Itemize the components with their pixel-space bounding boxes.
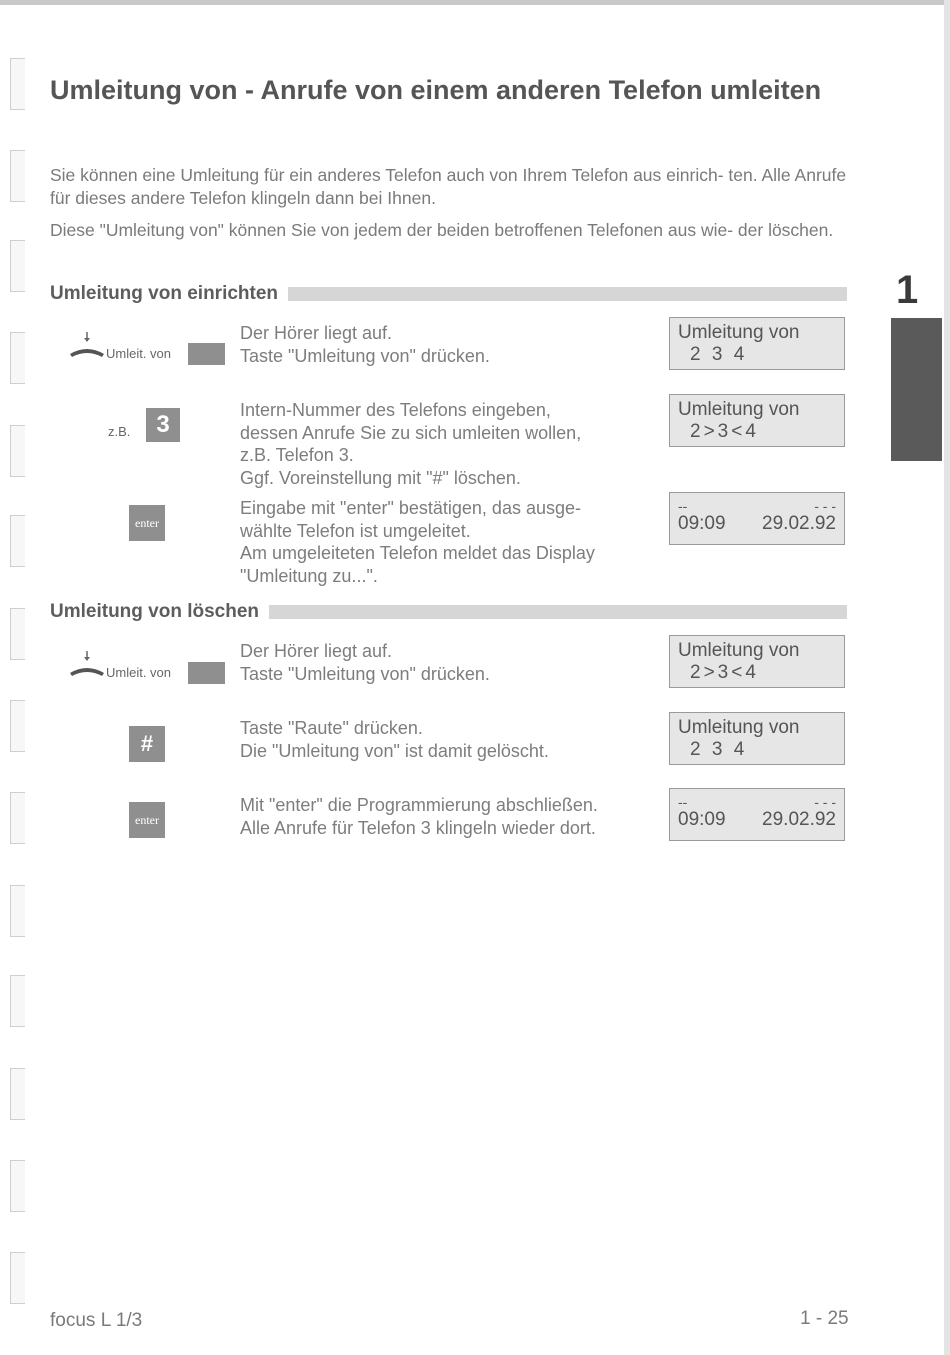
lcd-line-1 xyxy=(678,795,836,809)
step-text xyxy=(240,717,650,762)
umleit-von-label: Umleit. von xyxy=(106,346,172,361)
footer-page-number: 1 - 25 xyxy=(800,1308,849,1329)
step-text xyxy=(240,322,650,367)
lcd-time: 09:09 xyxy=(678,513,726,534)
step-text xyxy=(240,640,650,685)
display-lcd xyxy=(669,394,845,447)
step-line: Der Hörer liegt auf. xyxy=(240,641,393,661)
step-line: Mit "enter" die Programmierung abschließen. xyxy=(240,795,598,815)
step-line: Intern-Nummer des Telefons eingeben, xyxy=(240,400,551,420)
binder-tab xyxy=(10,332,25,384)
binder-tab xyxy=(10,58,25,110)
lcd-line-2 xyxy=(678,513,836,535)
binder-tab xyxy=(10,792,25,844)
step-line: Taste "Raute" drücken. xyxy=(240,718,423,738)
lcd-date: 29.02.92 xyxy=(762,809,836,830)
step-line: Eingabe mit "enter" bestätigen, das ausge- xyxy=(240,498,581,518)
binder-tab xyxy=(10,975,25,1027)
binder-tab xyxy=(10,885,25,937)
umleit-von-label: Umleit. von xyxy=(106,665,172,680)
enter-key-icon xyxy=(129,505,165,541)
binder-tab xyxy=(10,700,25,752)
chapter-marker-bar xyxy=(891,318,942,461)
display-lcd xyxy=(669,712,845,765)
binder-tab xyxy=(10,1252,25,1304)
lcd-line-1: Umleitung von xyxy=(678,717,800,738)
handset-on-hook-icon xyxy=(68,649,108,685)
section-heading-einrichten xyxy=(50,283,847,305)
umleit-von-key xyxy=(188,662,225,684)
lcd-top-right: - - - xyxy=(814,498,836,514)
section-heading-text: Umleitung von löschen xyxy=(50,601,260,622)
umleit-von-key xyxy=(188,343,225,365)
enter-key: enter xyxy=(129,505,165,541)
binder-tab xyxy=(10,425,25,477)
enter-key-icon xyxy=(129,802,165,838)
step-line: Am umgeleiteten Telefon meldet das Display xyxy=(240,543,595,563)
section-heading-text: Umleitung von einrichten xyxy=(50,283,279,304)
hash-key: # xyxy=(129,726,165,762)
lcd-line-2: 2>3<4 xyxy=(690,421,759,442)
lcd-line-1: Umleitung von xyxy=(678,322,800,343)
example-prefix: z.B. xyxy=(108,424,131,439)
umleit-von-key-icon xyxy=(68,649,228,685)
lcd-line-2 xyxy=(678,809,836,831)
binder-tab xyxy=(10,1160,25,1212)
display-lcd xyxy=(669,317,845,370)
binder-tab xyxy=(10,1068,25,1120)
step-line: Ggf. Voreinstellung mit "#" löschen. xyxy=(240,467,521,488)
intro-paragraph-1: Sie können eine Umleitung für ein anderes Telefon auch von Ihrem Telefon aus einrich- ten. Alle Anrufe für dieses andere Telefon klingeln dann bei Ihnen. xyxy=(50,165,847,208)
footer-product-name: focus L 1/3 xyxy=(50,1310,143,1331)
lcd-line-2: 2>3<4 xyxy=(690,662,759,683)
step-line: "Umleitung zu...". xyxy=(240,565,378,586)
enter-key: enter xyxy=(129,802,165,838)
binder-tab xyxy=(10,240,25,292)
step-line: wählte Telefon ist umgeleitet. xyxy=(240,520,471,541)
step-text xyxy=(240,794,650,839)
umleit-von-key-icon xyxy=(68,330,228,366)
chapter-number: 1 xyxy=(896,268,919,312)
lcd-top-left: -- xyxy=(678,794,688,810)
intro-paragraph-2: Diese "Umleitung von" können Sie von jedem der beiden betroffenen Telefonen aus wie- der löschen. xyxy=(50,220,834,240)
lcd-line-2: 2 3 4 xyxy=(690,739,748,760)
lcd-top-left: -- xyxy=(678,498,688,514)
binder-tab xyxy=(10,515,25,567)
step-line: z.B. Telefon 3. xyxy=(240,445,354,465)
display-lcd xyxy=(669,492,845,545)
binder-tab xyxy=(10,150,25,202)
section-heading-loeschen xyxy=(50,601,847,623)
page-right-edge xyxy=(944,0,950,1355)
display-lcd xyxy=(669,788,845,841)
lcd-line-2: 2 3 4 xyxy=(690,344,748,365)
section-heading-bar xyxy=(288,287,847,301)
step-line: Taste "Umleitung von" drücken. xyxy=(240,663,490,684)
digit-key-3-icon xyxy=(108,408,188,444)
handset-on-hook-icon xyxy=(68,330,108,366)
page-title: Umleitung von - Anrufe von einem anderen Telefon umleiten xyxy=(50,75,822,105)
lcd-line-1: Umleitung von xyxy=(678,640,800,661)
lcd-top-right: - - - xyxy=(814,794,836,810)
step-line: Alle Anrufe für Telefon 3 klingeln wieder dort. xyxy=(240,817,596,838)
step-text xyxy=(240,399,650,489)
step-line: Die "Umleitung von" ist damit gelöscht. xyxy=(240,740,549,761)
lcd-date: 29.02.92 xyxy=(762,513,836,534)
lcd-line-1 xyxy=(678,499,836,513)
lcd-line-1: Umleitung von xyxy=(678,399,800,420)
lcd-time: 09:09 xyxy=(678,809,726,830)
digit-3-key: 3 xyxy=(146,408,180,442)
hash-key-icon xyxy=(129,726,165,762)
page-top-rule xyxy=(0,0,950,5)
display-lcd xyxy=(669,635,845,688)
step-line: Taste "Umleitung von" drücken. xyxy=(240,345,490,366)
binder-tab xyxy=(10,608,25,660)
section-heading-bar xyxy=(269,605,847,619)
step-text xyxy=(240,497,650,587)
step-line: dessen Anrufe Sie zu sich umleiten wollen, xyxy=(240,422,582,443)
step-line: Der Hörer liegt auf. xyxy=(240,323,393,343)
